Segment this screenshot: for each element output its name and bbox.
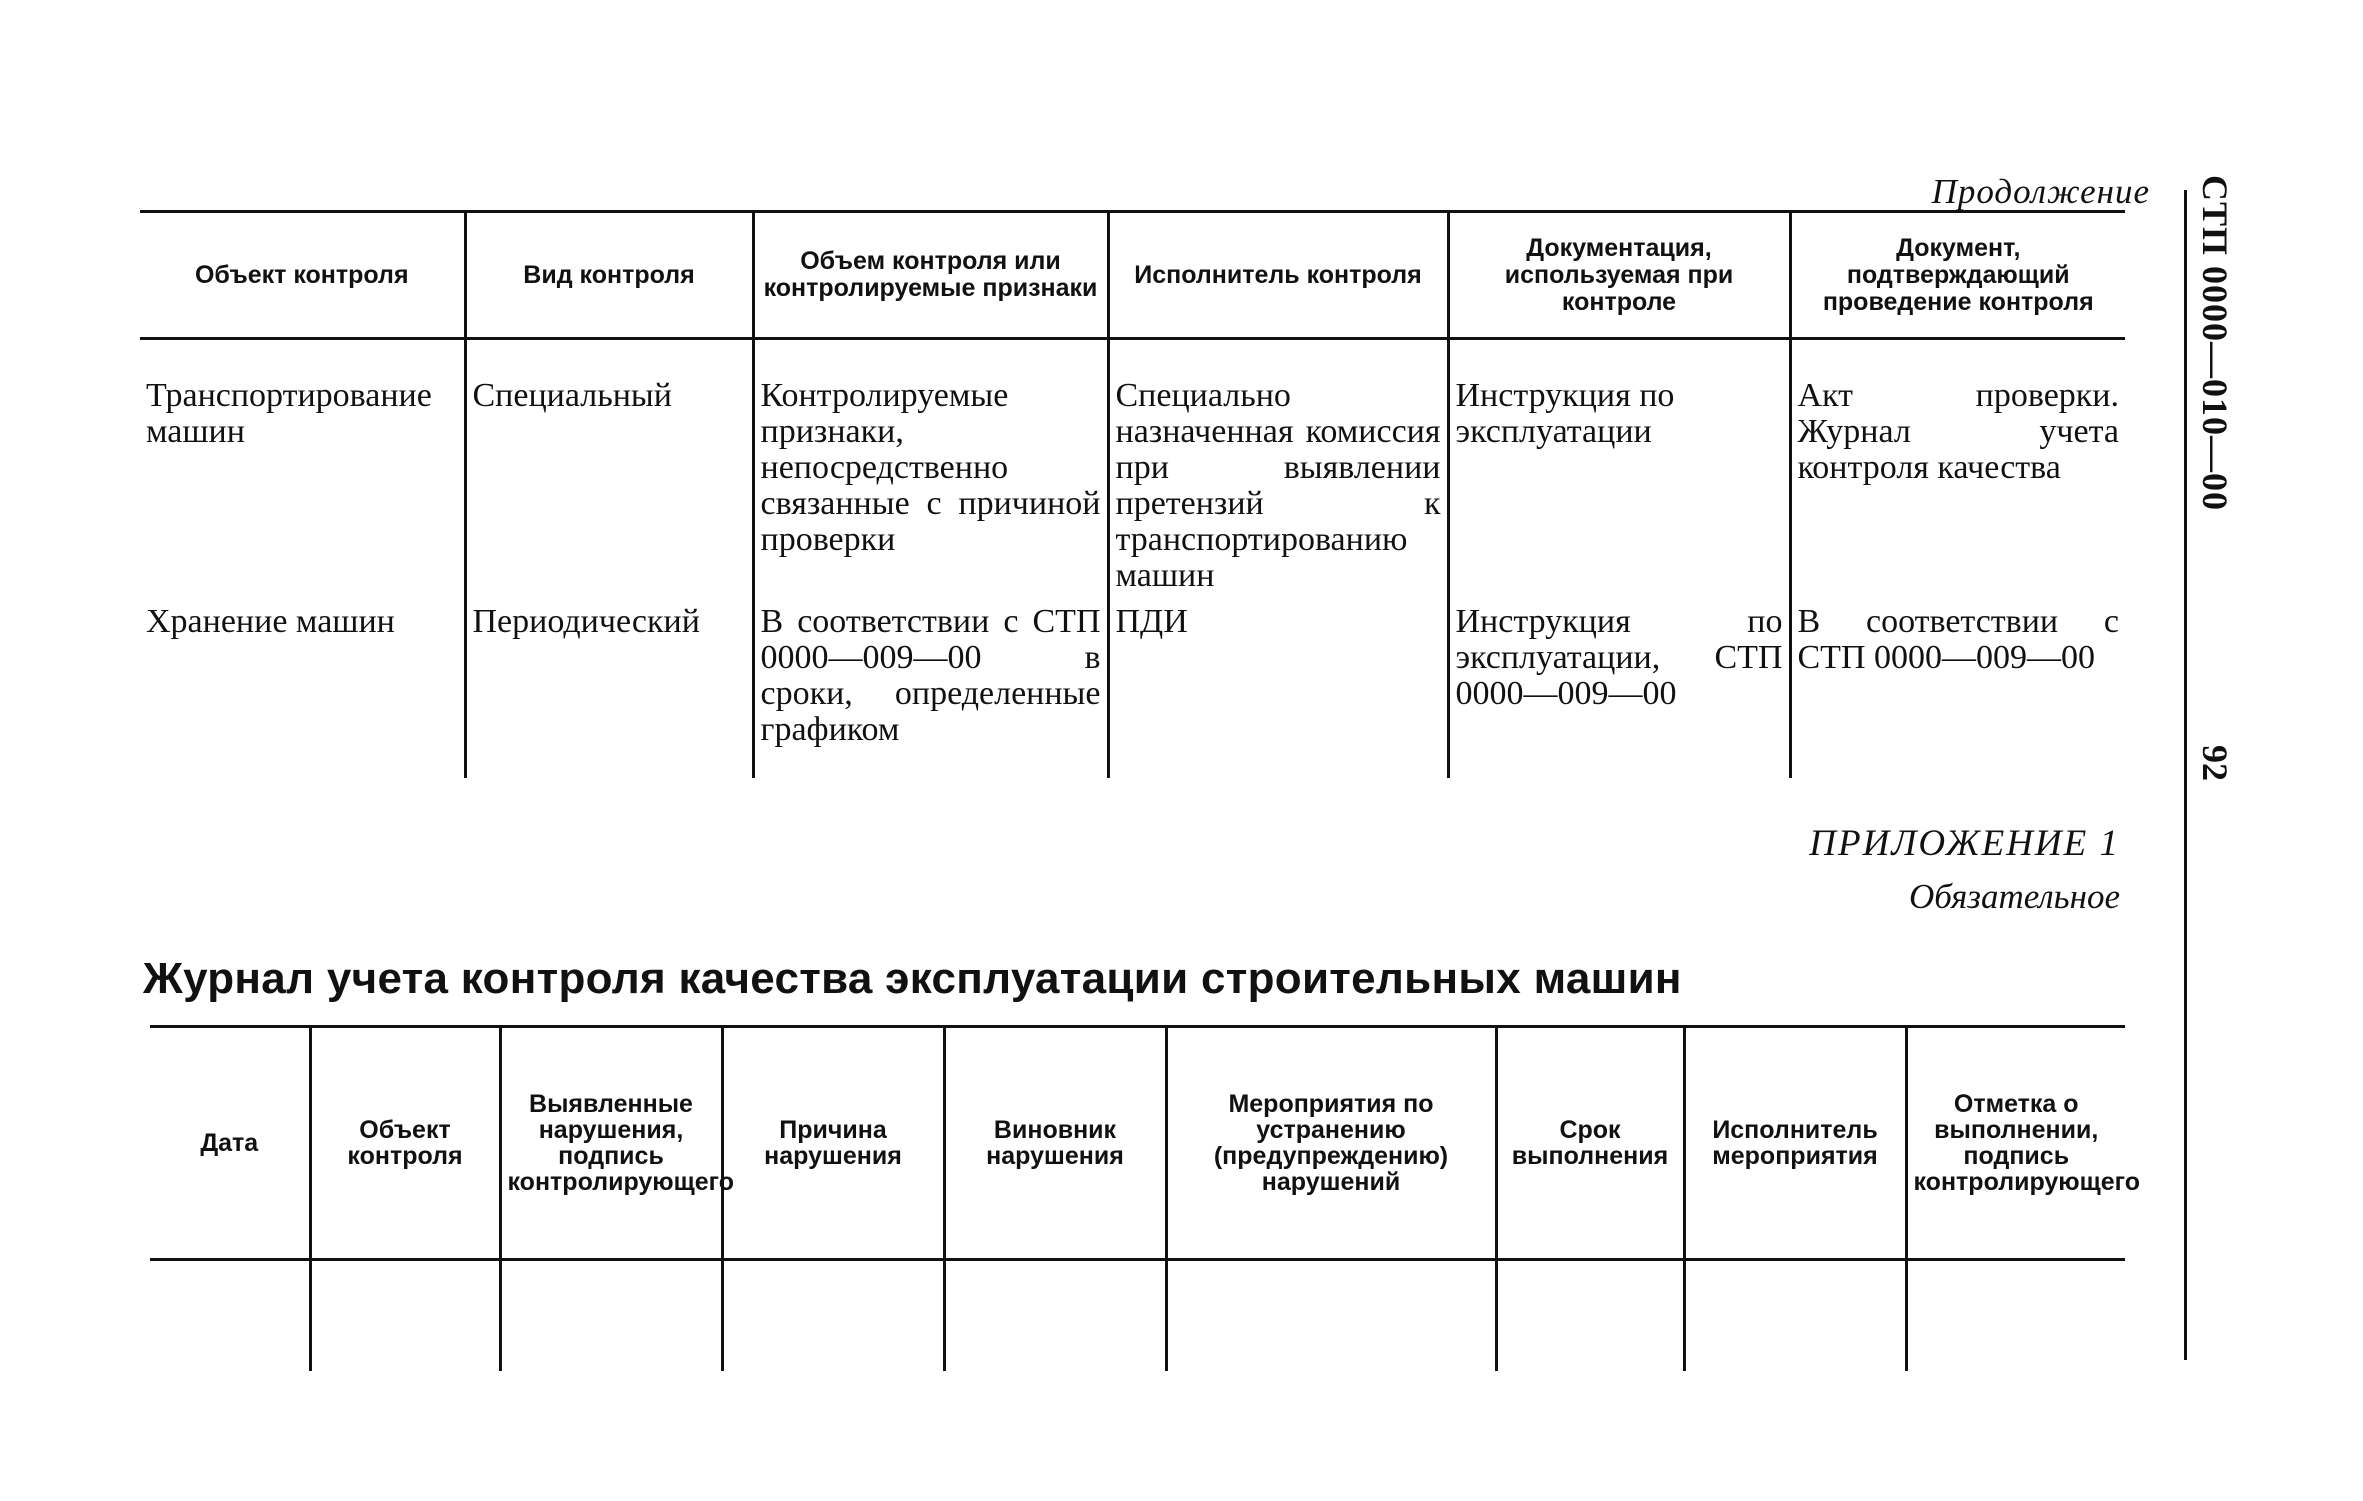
journal-table-header	[150, 1027, 2125, 1260]
empty-cell	[500, 1260, 722, 1372]
cell-type: Периодический	[465, 598, 753, 778]
empty-cell	[310, 1260, 500, 1372]
cell-executor: Специально назначенная комиссия при выявлении претензий к транспортированию машин	[1108, 339, 1448, 599]
empty-cell	[1166, 1260, 1496, 1372]
cell-confirmation: В соответствии с СТП 0000—009—00	[1790, 598, 2125, 778]
column-header: Документ, подтверждающий проведение контроля	[1790, 212, 2125, 339]
cell-scope: Контролируемые признаки, непосредственно связанные с причиной проверки	[753, 339, 1108, 599]
column-header: Объект контроля	[140, 212, 465, 339]
control-table-header	[140, 212, 2125, 339]
empty-cell	[1684, 1260, 1906, 1372]
column-header: Дата	[150, 1027, 310, 1260]
column-header: Причина нарушения	[722, 1027, 944, 1260]
cell-object: Хранение машин	[146, 603, 395, 640]
control-table	[140, 210, 2125, 778]
empty-cell	[1496, 1260, 1684, 1372]
cell-executor: ПДИ	[1108, 598, 1448, 778]
column-header: Выявленные нарушения, подпись контролирующего	[500, 1027, 722, 1260]
table-row	[140, 339, 2125, 599]
empty-cell	[150, 1260, 310, 1372]
column-header: Мероприятия по устранению (предупреждению) нарушений	[1166, 1027, 1496, 1260]
cell-type: Специальный	[465, 339, 753, 599]
empty-cell	[1906, 1260, 2125, 1372]
table-row	[140, 598, 2125, 778]
column-header: Объем контроля или контролируемые признаки	[753, 212, 1108, 339]
journal-table	[150, 1025, 2141, 1371]
cell-confirmation: Акт проверки. Журнал учета контроля качества	[1790, 339, 2125, 599]
column-header: Объект контроля	[310, 1027, 500, 1260]
document-code: СТП 0000—010—00	[2195, 175, 2235, 512]
appendix-status: Обязательное	[1909, 877, 2120, 916]
cell-documentation: Инструкция по эксплуатации	[1448, 339, 1790, 599]
appendix-label: ПРИЛОЖЕНИЕ 1	[1809, 823, 2120, 864]
column-header: Документация, используемая при контроле	[1448, 212, 1790, 339]
cell-documentation: Инструкция по эксплуатации, СТП 0000—009—00	[1448, 598, 1790, 778]
cell-scope: В соответствии с СТП 0000—009—00 в сроки, определенные графиком	[753, 598, 1108, 778]
column-header: Срок выполнения	[1496, 1027, 1684, 1260]
column-header: Виновник нарушения	[944, 1027, 1166, 1260]
table-row	[150, 1260, 2125, 1372]
column-header: Исполнитель мероприятия	[1684, 1027, 1906, 1260]
continuation-label: Продолжение	[1931, 172, 2150, 211]
empty-cell	[722, 1260, 944, 1372]
journal-title: Журнал учета контроля качества эксплуатации строительных машин	[143, 954, 1682, 1003]
empty-cell	[944, 1260, 1166, 1372]
page-number: 92	[2195, 745, 2235, 781]
column-header: Отметка о выполнении, подпись контролирующего	[1906, 1027, 2125, 1260]
cell-object: Транспортирование машин	[146, 377, 432, 450]
column-header: Вид контроля	[465, 212, 753, 339]
column-header: Исполнитель контроля	[1108, 212, 1448, 339]
